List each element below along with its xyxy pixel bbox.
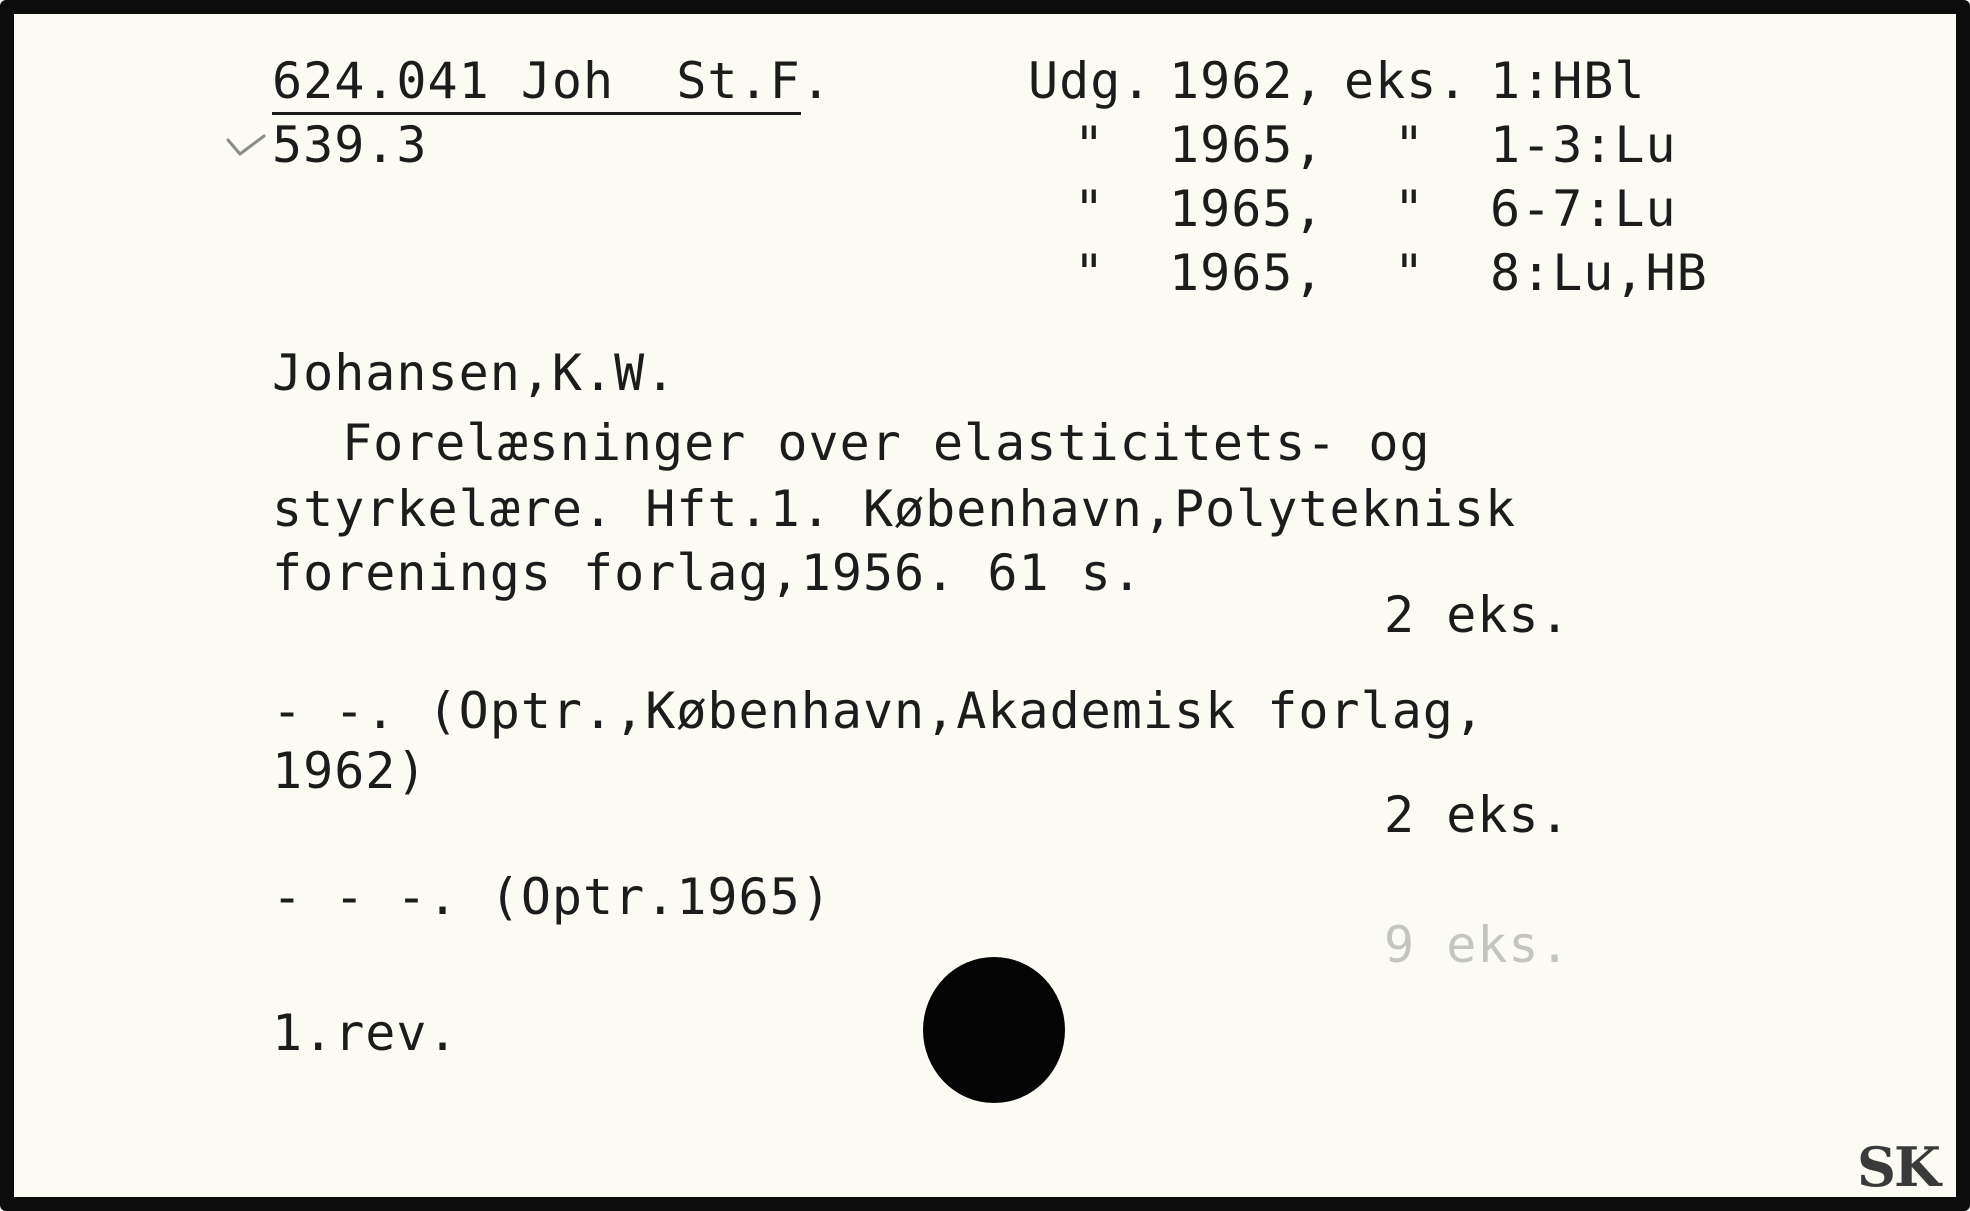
title-line-3: forenings forlag,1956. 61 s.	[272, 544, 1143, 602]
holdings-ditto: "	[1394, 180, 1426, 238]
holdings-copies: 6-7:Lu	[1490, 180, 1677, 238]
reprint-2-line: - - -. (Optr.1965)	[272, 868, 832, 926]
copies-count: 2 eks.	[1384, 586, 1571, 644]
holdings-year: 1962,	[1169, 52, 1325, 110]
call-number-secondary: 539.3	[272, 116, 428, 174]
call-number-primary-suffix: .	[800, 52, 832, 110]
author-heading: Johansen,K.W.	[272, 344, 677, 402]
title-line-1: Forelæsninger over elasticitets- og	[342, 414, 1431, 472]
checkmark-icon	[226, 132, 266, 158]
holdings-copies: 1-3:Lu	[1490, 116, 1677, 174]
holdings-copies: 1:HBl	[1490, 52, 1646, 110]
holdings-ditto: "	[1074, 116, 1106, 174]
holdings-ditto: "	[1074, 180, 1106, 238]
copies-count-faint: 9 eks.	[1384, 916, 1571, 974]
holdings-year: 1965,	[1169, 180, 1325, 238]
holdings-year: 1965,	[1169, 244, 1325, 302]
sk-stamp: SK	[1857, 1135, 1939, 1199]
revision-note: 1.rev.	[272, 1004, 459, 1062]
reprint-line-1: - -. (Optr.,København,Akademisk forlag,	[272, 682, 1485, 740]
holdings-ditto: "	[1394, 244, 1426, 302]
punch-hole	[923, 957, 1065, 1103]
call-number-line	[272, 52, 832, 110]
holdings-copies: 8:Lu,HB	[1490, 244, 1708, 302]
holdings-eks: eks.	[1344, 52, 1469, 110]
holdings-ditto: "	[1394, 116, 1426, 174]
holdings-prefix: Udg.	[1028, 52, 1153, 110]
reprint-line-2: 1962)	[272, 742, 428, 800]
call-number-primary: 624.041 Joh St.F	[272, 52, 801, 115]
copies-count: 2 eks.	[1384, 786, 1571, 844]
holdings-year: 1965,	[1169, 116, 1325, 174]
holdings-ditto: "	[1074, 244, 1106, 302]
title-line-2: styrkelære. Hft.1. København,Polyteknisk	[272, 480, 1517, 538]
